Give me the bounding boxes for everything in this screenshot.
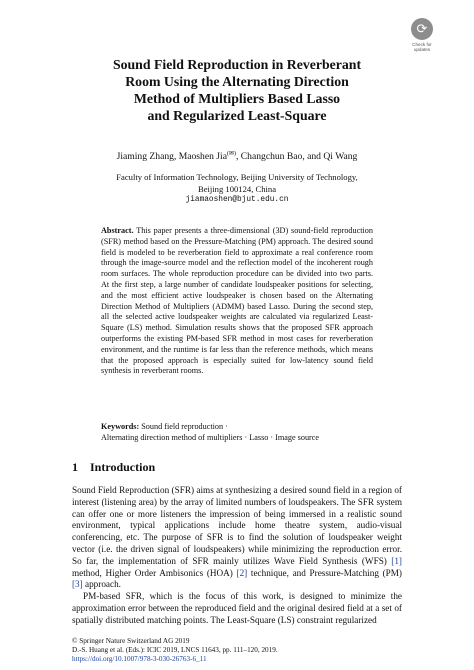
author-email[interactable]: jiamaoshen@bjut.edu.cn: [185, 196, 289, 204]
paper-title: Sound Field Reproduction in Reverberant Room Using the Alternating Direction Method of Multipliers Based Lasso and Regularized Least-Square: [112, 57, 362, 123]
badge-label: Check for updates: [412, 42, 432, 52]
citation-link[interactable]: [1]: [391, 555, 402, 566]
paragraph: Sound Field Reproduction (SFR) aims at synthesizing a desired sound field in a region of interest (listening area) by the array of limited numbers of loudspeakers. The SFR system can offer one or more listeners the impression of being immersed in a realistic sound environment, typical applications include home theatre system, audio-visual conferencing, etc. The purpose of SFR is to find the solution of loudspeaker weight vector (i.e. the driven signal of loudspeakers) while minimizing the reproduction error. So far, the implementation of SFR mainly utilizes Wave Field Synthesis (WFS) [1] method, Higher Order Ambisonics (HOA) [2] technique, and Pressure-Matching (PM) [3] approach.: [72, 485, 402, 590]
check-for-updates-badge[interactable]: [405, 18, 439, 52]
introduction-text: [72, 485, 402, 627]
citation-info: D.-S. Huang et al. (Eds.): ICIC 2019, LNCS 11643, pp. 111–120, 2019.: [72, 646, 278, 655]
abstract: [101, 226, 373, 377]
section-title: Introduction: [90, 460, 156, 474]
citation-link[interactable]: [3]: [72, 579, 83, 590]
footer: [72, 637, 278, 665]
section-heading: [72, 460, 155, 475]
section-number: 1: [72, 460, 78, 474]
copyright: © Springer Nature Switzerland AG 2019: [72, 637, 190, 645]
abstract-text: This paper presents a three-dimensional (3D) sound-field reproduction (SFR) method based on the Pressure-Matching (PM) approach. The desired sound field is modeled to be reverberation field to approximate a real conference room through the image-source model and the reflection model of the incoherent rough room surfaces. The whole reproduction procedure can be divided into two parts. At the first step, a large number of candidate loudspeaker positions for selecting, and the most efficient active loudspeaker is chosen based on the Alternating Direction Method of Multipliers (ADMM) based Lasso. During the second step, all the selected active loudspeaker weights are calculated via regularized Least-Square (LS) method. Simulation results shows that the proposed SFR approach outperforms the existing PM-based SFR method in most cases for reverberation environment, and the runtime is far less than the reference methods, which means that the proposed approach is especially suited for low-latency sound field synthesis in reverberant rooms.: [101, 226, 373, 376]
affiliation: Faculty of Information Technology, Beijing University of Technology, Beijing 100124, China jiamaoshen@bjut.edu.cn: [60, 172, 414, 207]
keywords: Keywords: Sound field reproduction · Alternating direction method of multipliers · Lasso · Image source: [101, 422, 320, 442]
refresh-icon: ⟳: [411, 18, 433, 40]
abstract-label: Abstract.: [101, 226, 134, 235]
doi-link[interactable]: https://doi.org/10.1007/978-3-030-26763-6_11: [72, 655, 207, 664]
paragraph: PM-based SFR, which is the focus of this work, is designed to minimize the approximation error between the reproduced field and the original desired field at a set of spatially distributed matching points. The Least-Square (LS) constraint regularized: [72, 591, 402, 625]
author-list: Jiaming Zhang, Maoshen Jia(✉), Changchun Bao, and Qi Wang: [116, 151, 358, 163]
citation-link[interactable]: [2]: [236, 567, 248, 578]
keywords-label: Keywords:: [101, 422, 140, 431]
corresponding-author-mark: (✉): [226, 151, 236, 157]
